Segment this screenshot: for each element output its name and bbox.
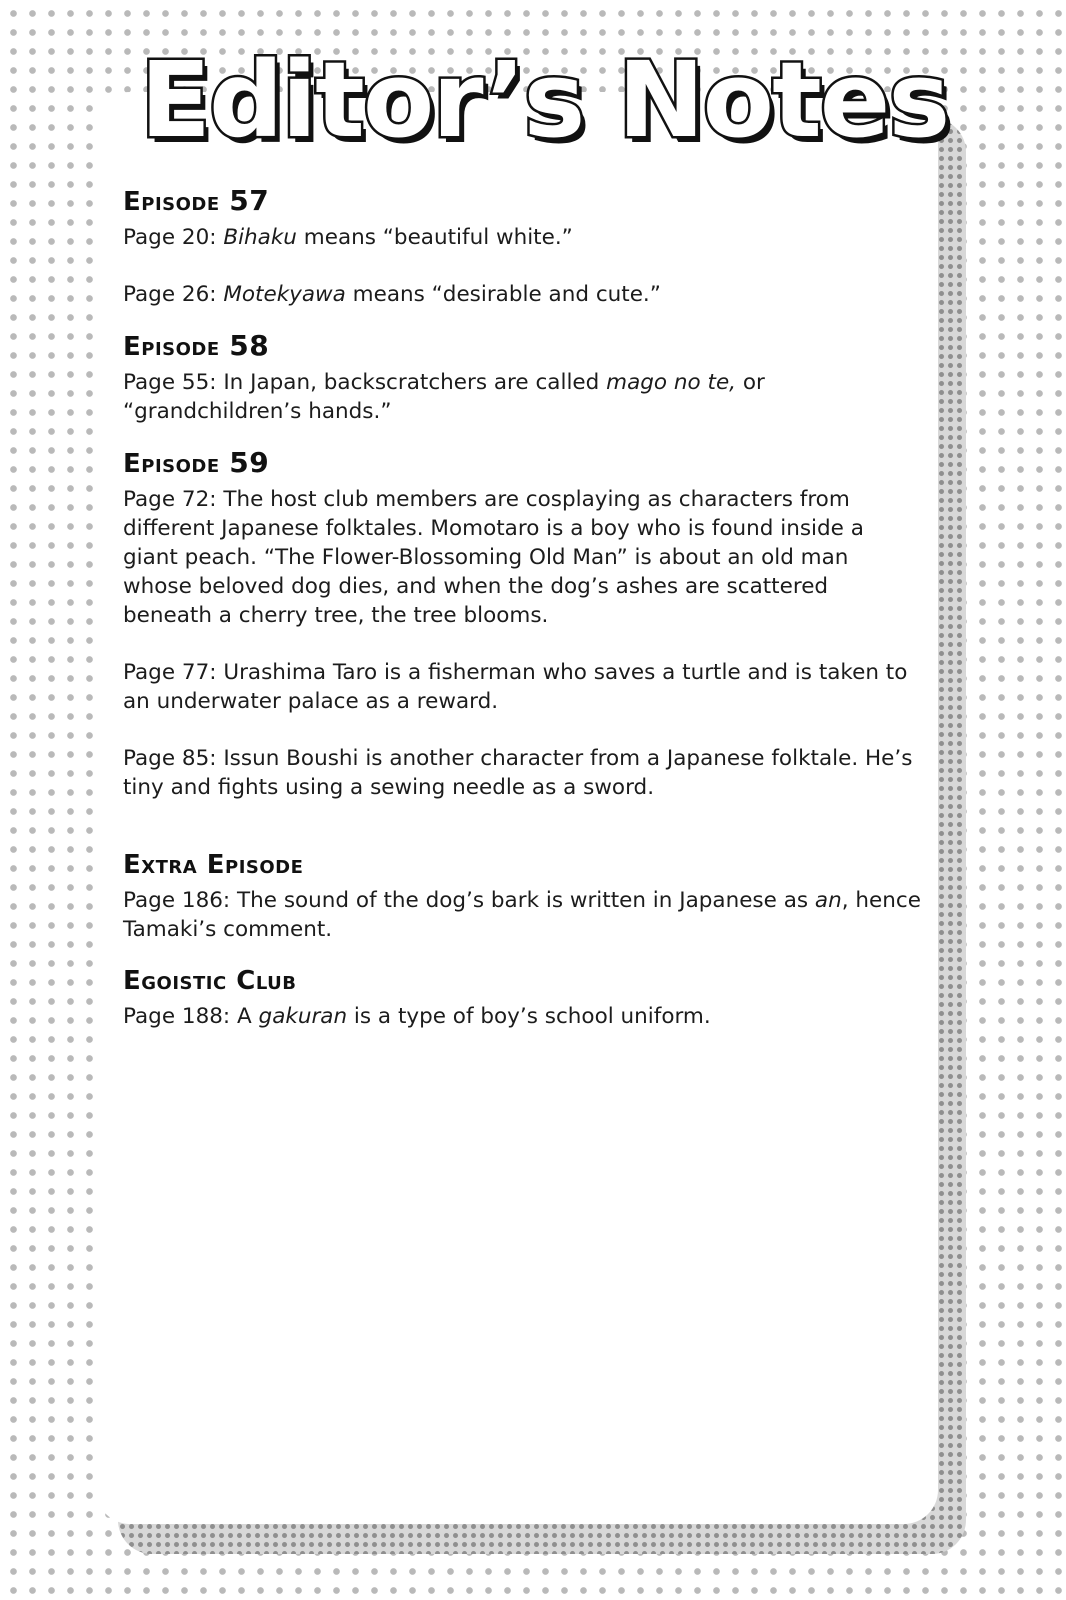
note-page-85: Page 85: Issun Boushi is another character from a Japanese folktale. He’s tiny and fights using a sewing needle as a sword. <box>123 746 913 800</box>
note-page-72: Page 72: The host club members are cosplaying as characters from different Japanese folktales. Momotaro is a boy who is found inside a giant peach. “The Flower-Blossoming Old Man” is about an old man whose beloved dog dies, and when the dog’s ashes are scattered beneath a cherry tree, the tree blooms. <box>123 487 864 628</box>
note-page-186: Page 186: The sound of the dog’s bark is written in Japanese as an, hence Tamaki’s comment. <box>123 888 921 942</box>
section-heading: Egoistic Club <box>123 966 297 996</box>
note-page-77: Page 77: Urashima Taro is a fisherman who saves a turtle and is taken to an underwater palace as a reward. <box>123 660 908 714</box>
note-page-55: Page 55: In Japan, backscratchers are called mago no te, or “grandchildren’s hands.” <box>123 370 765 424</box>
note-page-188: Page 188: A gakuran is a type of boy’s school uniform. <box>123 1004 711 1029</box>
section-episode-57 <box>123 186 923 309</box>
note-page-20: Page 20: Bihaku means “beautiful white.” <box>123 225 573 250</box>
section-egoistic-club <box>123 966 923 1031</box>
notes-content <box>123 186 923 1031</box>
section-heading: Extra Episode <box>123 850 304 880</box>
section-heading: Episode 57 <box>123 184 270 217</box>
section-extra-episode <box>123 850 923 944</box>
note-page-26: Page 26: Motekyawa means “desirable and cute.” <box>123 282 661 307</box>
section-episode-58 <box>123 331 923 426</box>
section-heading: Episode 59 <box>123 446 270 479</box>
section-heading: Episode 58 <box>123 329 270 362</box>
page-title: Editor’s Notes <box>140 39 949 161</box>
section-episode-59 <box>123 448 923 802</box>
